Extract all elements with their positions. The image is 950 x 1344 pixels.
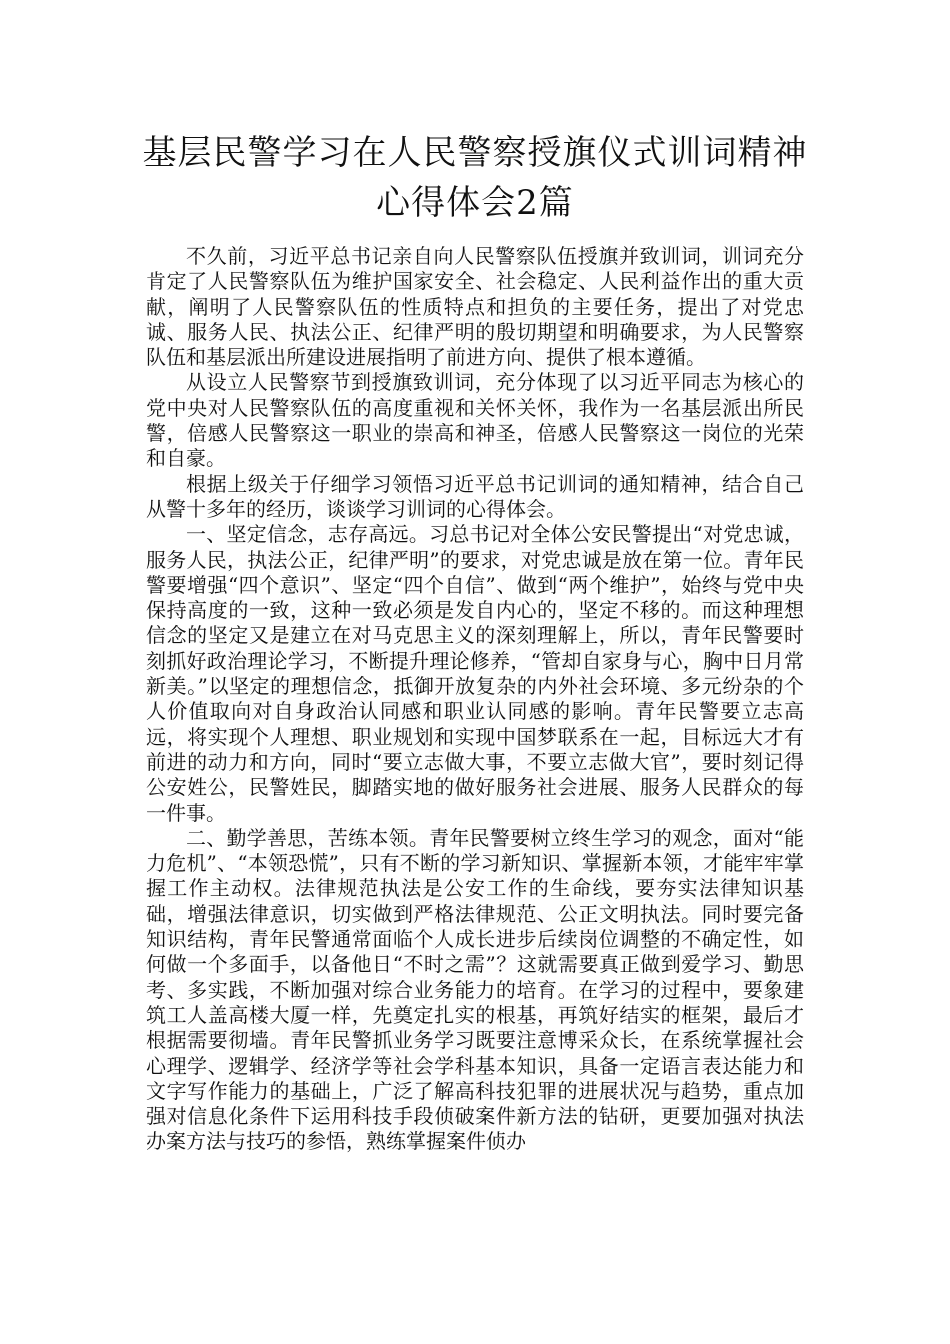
paragraph-5: 二、勤学善思，苦练本领。青年民警要树立终生学习的观念，面对“能力危机”、“本领恐慌”，只有不断的学习新知识、掌握新本领，才能牢牢掌握工作主动权。法律规范执法是公安工作的生命线，要夯实法律知识基础，增强法律意识，切实做到严格法律规范、公正文明执法。同时要完备知识结构，青年民警通常面临个人成长进步后续岗位调整的不确定性，如何做一个多面手，以备他日“不时之需”？这就需要真正做到爱学习、勤思考、多实践，不断加强对综合业务能力的培育。在学习的过程中，要象建筑工人盖高楼大厦一样，先奠定扎实的根基，再筑好结实的框架，最后才根据需要彻墙。青年民警抓业务学习既要注意博采众长，在系统掌握社会心理学、逻辑学、经济学等社会学科基本知识，具备一定语言表达能力和文字写作能力的基础上，广泛了解高科技犯罪的进展状况与趋势，重点加强对信息化条件下运用科技手段侦破案件新方法的钻研，更要加强对执法办案方法与技巧的参悟，熟练掌握案件侦办 <box>146 825 804 1154</box>
paragraph-1: 不久前，习近平总书记亲自向人民警察队伍授旗并致训词，训词充分肯定了人民警察队伍为维护国家安全、社会稳定、人民利益作出的重大贡献，阐明了人民警察队伍的性质特点和担负的主要任务，提出了对党忠诚、服务人民、执法公正、纪律严明的殷切期望和明确要求，为人民警察队伍和基层派出所建设进展指明了前进方向、提供了根本遵循。 <box>146 244 804 370</box>
paragraph-4: 一、坚定信念，志存高远。习总书记对全体公安民警提出“对党忠诚，服务人民，执法公正，纪律严明”的要求，对党忠诚是放在第一位。青年民警要增强“四个意识”、坚定“四个自信”、做到“两个维护”，始终与党中央保持高度的一致，这种一致必须是发自内心的，坚定不移的。而这种理想信念的坚定又是建立在对马克思主义的深刻理解上，所以，青年民警要时刻抓好政治理论学习，不断提升理论修养，“管却自家身与心，胸中日月常新美。”以坚定的理想信念，抵御开放复杂的内外社会环境、多元纷杂的个人价值取向对自身政治认同感和职业认同感的影响。青年民警要立志高远，将实现个人理想、职业规划和实现中国梦联系在一起，目标远大才有前进的动力和方向，同时“要立志做大事，不要立志做大官”，要时刻记得公安姓公，民警姓民，脚踏实地的做好服务社会进展、服务人民群众的每一件事。 <box>146 522 804 825</box>
document-body <box>146 244 804 1155</box>
paragraph-3: 根据上级关于仔细学习领悟习近平总书记训词的通知精神，结合自己从警十多年的经历，谈谈学习训词的心得体会。 <box>146 471 804 521</box>
document-title: 基层民警学习在人民警察授旗仪式训词精神心得体会2篇 <box>142 133 808 223</box>
paragraph-2: 从设立人民警察节到授旗致训词，充分体现了以习近平同志为核心的党中央对人民警察队伍的高度重视和关怀关怀，我作为一名基层派出所民警，倍感人民警察这一职业的崇高和神圣，倍感人民警察这一岗位的光荣和自豪。 <box>146 370 804 471</box>
